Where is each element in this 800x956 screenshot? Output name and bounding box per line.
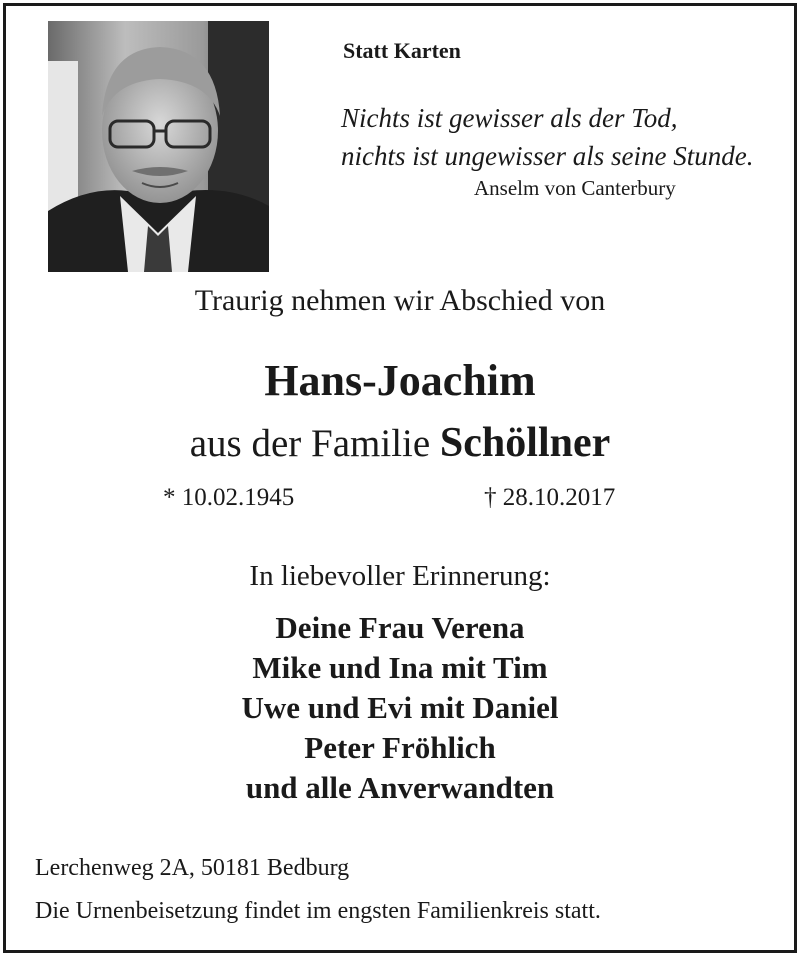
deceased-surname: Schöllner [439,420,611,466]
family-line [0,419,800,467]
quote-line: nichts ist ungewisser als seine Stunde. [341,141,754,171]
mourner-entry: Deine Frau Verena [275,610,525,645]
quote-author: Anselm von Canterbury [474,176,676,200]
mourner-entry: und alle Anverwandten [245,770,555,805]
memory-heading: In liebevoller Erinnerung: [249,560,551,592]
mourner-entry: Mike und Ina mit Tim [252,650,548,685]
mourner-entry: Uwe und Evi mit Daniel [241,690,559,725]
portrait-photo [48,21,269,272]
intro-text: Traurig nehmen wir Abschied von [194,284,606,317]
address: Lerchenweg 2A, 50181 Bedburg [35,855,350,881]
family-prefix: aus der Familie [189,422,431,465]
mourner-entry: Peter Fröhlich [304,730,496,765]
deceased-first-name: Hans-Joachim [264,356,536,405]
birth-date: * 10.02.1945 [163,484,295,511]
mourner-list [0,608,800,808]
quote-line: Nichts ist gewisser als der Tod, [341,103,678,133]
statt-karten-label: Statt Karten [343,38,461,63]
quote [341,99,771,175]
burial-note: Die Urnenbeisetzung findet im engsten Familienkreis statt. [35,898,601,924]
death-date: † 28.10.2017 [484,484,616,511]
